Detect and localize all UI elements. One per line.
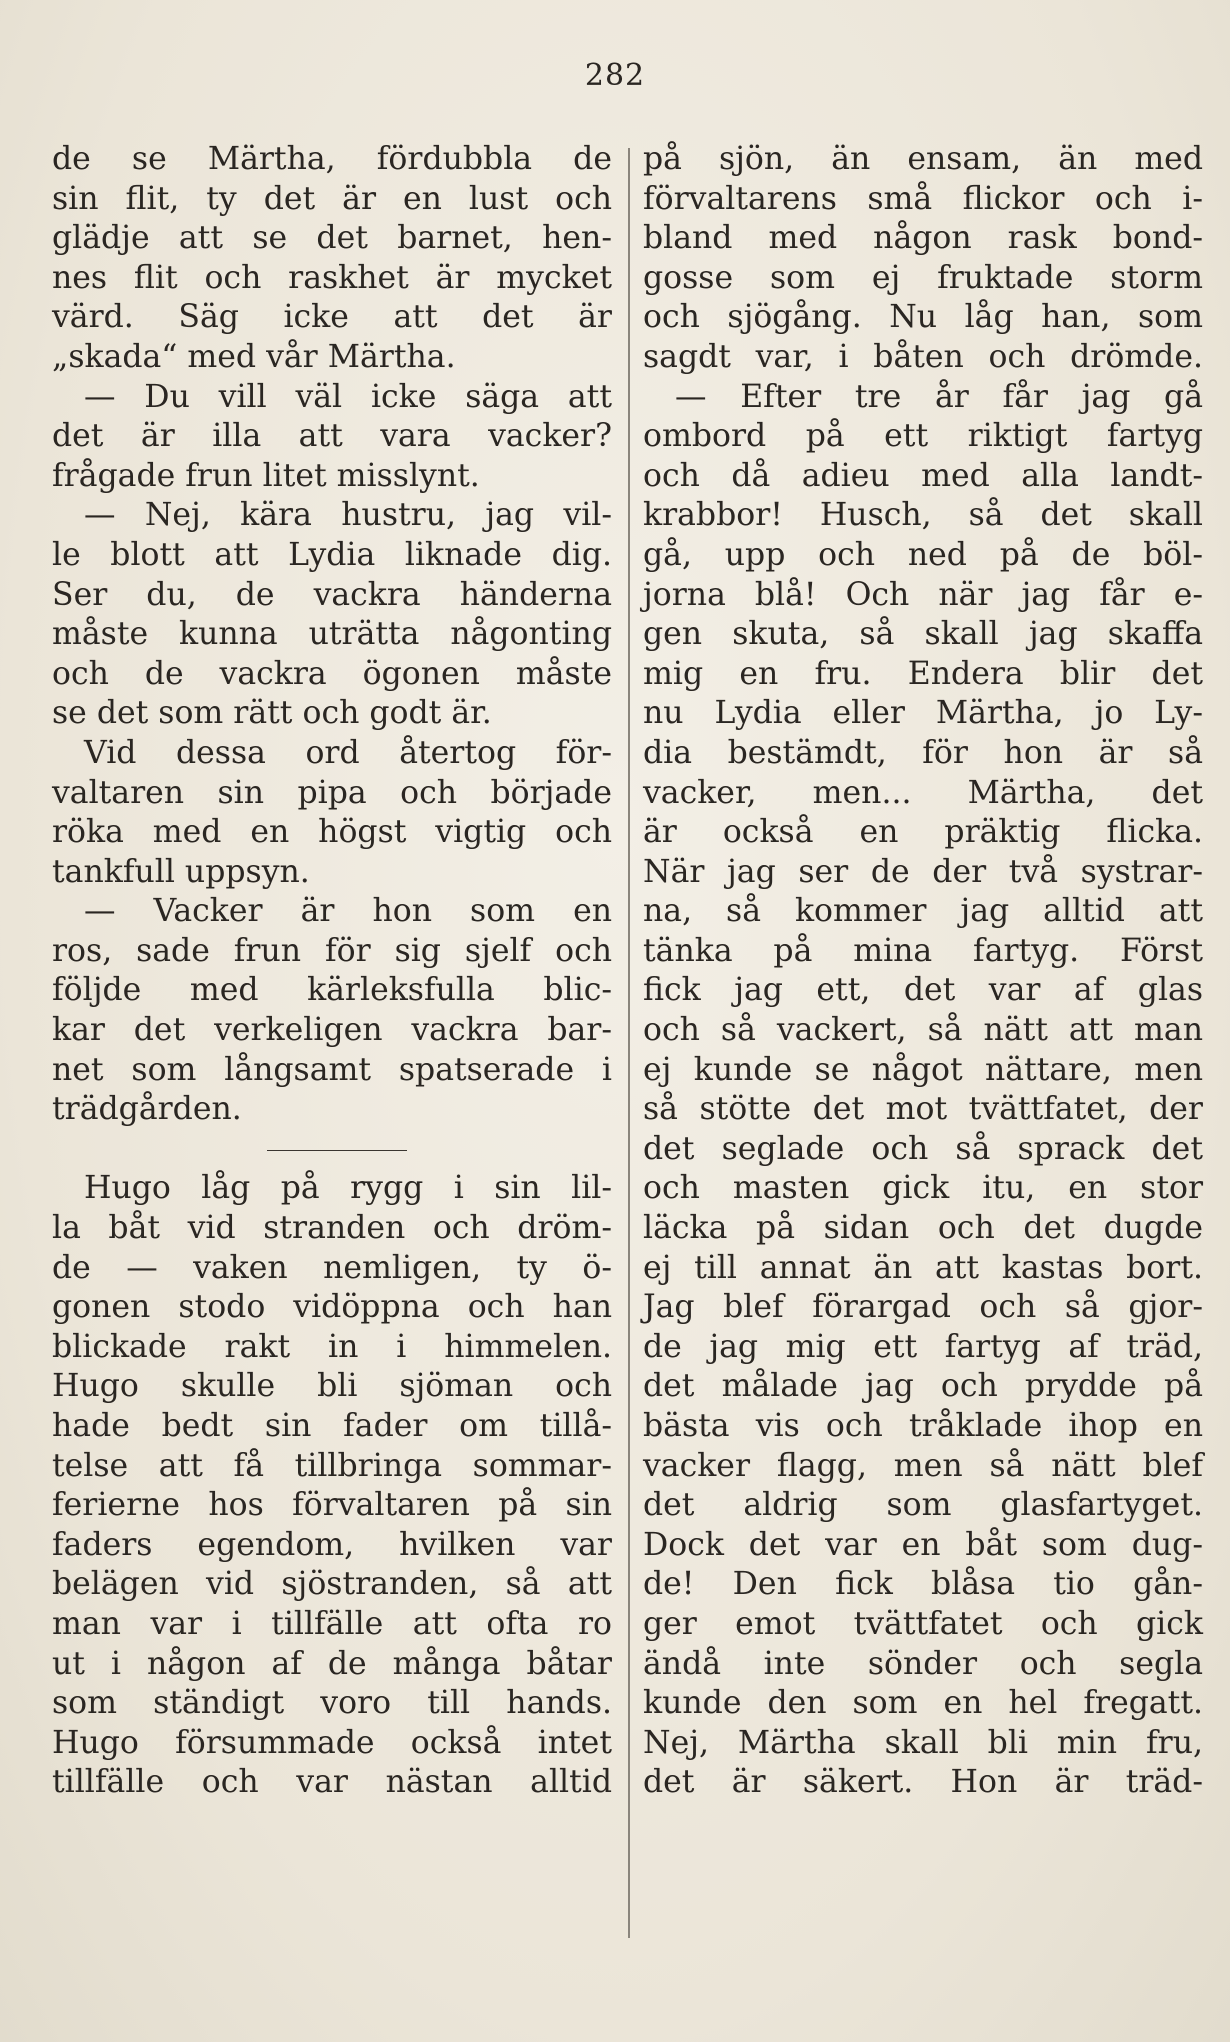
text-line: Nej, Märtha skall bli min fru,	[643, 1724, 1203, 1761]
text-line: ej kunde se något nättare, men	[643, 1051, 1203, 1088]
text-line: nu Lydia eller Märtha, jo Ly-	[643, 695, 1203, 732]
text-line: det målade jag och prydde på	[643, 1368, 1203, 1405]
text-line: vacker, men... Märtha, det	[643, 774, 1203, 811]
text-line: „skada“ med vår Märtha.	[52, 338, 456, 375]
column-divider	[628, 148, 630, 1938]
text-line: valtaren sin pipa och började	[52, 774, 612, 811]
text-line: följde med kärleksfulla blic-	[52, 972, 612, 1009]
text-line: ej till annat än att kastas bort.	[643, 1249, 1203, 1286]
text-line: tillfälle och var nästan alltid	[52, 1764, 612, 1801]
text-line: Hugo skulle bli sjöman och	[52, 1368, 612, 1405]
text-line: förvaltarens små flickor och i-	[643, 180, 1203, 217]
text-line: det är säkert. Hon är träd-	[643, 1764, 1203, 1801]
text-line: belägen vid sjöstranden, så att	[52, 1566, 612, 1603]
text-line: gonen stodo vidöppna och han	[52, 1289, 612, 1326]
text-line: måste kunna uträtta någonting	[52, 616, 612, 653]
text-line: tankfull uppsyn.	[52, 853, 310, 890]
text-line: det seglade och så sprack det	[643, 1130, 1203, 1167]
text-line: ferierne hos förvaltaren på sin	[52, 1487, 612, 1524]
text-line: kunde den som en hel fregatt.	[643, 1685, 1203, 1722]
text-line: — Du vill väl icke säga att	[84, 378, 612, 415]
text-line: Jag blef förargad och så gjor-	[643, 1289, 1203, 1326]
text-line: det aldrig som glasfartyget.	[643, 1487, 1203, 1524]
text-line: telse att få tillbringa sommar-	[52, 1447, 612, 1484]
text-line: och sjögång. Nu låg han, som	[643, 299, 1203, 336]
text-line: sin flit, ty det är en lust och	[52, 180, 612, 217]
text-line: dia bestämdt, för hon är så	[643, 734, 1203, 771]
text-line: och så vackert, så nätt att man	[643, 1012, 1203, 1049]
text-line: — Nej, kära hustru, jag vil-	[84, 497, 612, 534]
text-line: det är illa att vara vacker?	[52, 418, 612, 455]
text-line: — Efter tre år får jag gå	[675, 378, 1203, 415]
text-line: trädgården.	[52, 1091, 242, 1128]
text-line: hade bedt sin fader om tillå-	[52, 1408, 612, 1444]
text-line: bästa vis och tråklade ihop en	[643, 1408, 1203, 1444]
left-text-column	[52, 140, 612, 1803]
text-line: man var i tillfälle att ofta ro	[52, 1605, 612, 1642]
text-line: så stötte det mot tvättfatet, der	[643, 1091, 1203, 1128]
text-line: glädje att se det barnet, hen-	[52, 220, 612, 257]
text-line: Dock det var en båt som dug-	[643, 1526, 1203, 1563]
text-line: och då adieu med alla landt-	[643, 457, 1203, 494]
text-line: på sjön, än ensam, än med	[643, 141, 1203, 177]
text-line: När jag ser de der två systrar-	[643, 853, 1203, 890]
text-line: le blott att Lydia liknade dig.	[52, 536, 612, 573]
text-line: blickade rakt in i himmelen.	[52, 1328, 612, 1365]
text-line: gen skuta, så skall jag skaffa	[643, 616, 1203, 653]
text-line: de se Märtha, fördubbla de	[52, 141, 612, 177]
text-line: Ser du, de vackra händerna	[52, 576, 612, 613]
text-line: se det som rätt och godt är.	[52, 695, 492, 732]
text-line: nes flit och raskhet är mycket	[52, 259, 612, 296]
text-line: värd. Säg icke att det är	[52, 299, 612, 336]
text-line: gå, upp och ned på de böl-	[643, 536, 1203, 573]
text-line: krabbor! Husch, så det skall	[643, 497, 1203, 534]
text-line: ut i någon af de många båtar	[52, 1645, 612, 1682]
text-line: de! Den fick blåsa tio gån-	[643, 1566, 1203, 1603]
text-line: Hugo försummade också intet	[52, 1724, 612, 1761]
text-line: som ständigt voro till hands.	[52, 1685, 612, 1722]
text-line: Hugo låg på rygg i sin lil-	[84, 1170, 612, 1207]
text-line: frågade frun litet misslynt.	[52, 457, 480, 494]
text-line: ombord på ett riktigt fartyg	[643, 418, 1203, 455]
text-line: jorna blå! Och när jag får e-	[643, 576, 1203, 613]
text-line: net som långsamt spatserade i	[52, 1051, 612, 1088]
text-line: ger emot tvättfatet och gick	[643, 1605, 1203, 1642]
text-line: sagdt var, i båten och drömde.	[643, 338, 1203, 375]
right-text-column	[643, 140, 1203, 1803]
scene-break-rule	[52, 1130, 612, 1170]
text-line: — Vacker är hon som en	[84, 893, 612, 930]
text-line: ros, sade frun för sig sjelf och	[52, 932, 612, 969]
text-line: läcka på sidan och det dugde	[643, 1210, 1203, 1247]
text-line: kar det verkeligen vackra bar-	[52, 1012, 612, 1049]
text-line: röka med en högst vigtig och	[52, 814, 612, 851]
text-line: mig en fru. Endera blir det	[643, 655, 1203, 692]
page-number: 282	[584, 58, 646, 93]
text-line: bland med någon rask bond-	[643, 220, 1203, 257]
text-line: är också en präktig flicka.	[643, 814, 1203, 851]
text-line: ändå inte sönder och segla	[643, 1645, 1203, 1682]
text-line: tänka på mina fartyg. Först	[643, 932, 1203, 969]
text-line: fick jag ett, det var af glas	[643, 972, 1203, 1009]
text-line: Vid dessa ord återtog för-	[84, 734, 612, 771]
text-line: la båt vid stranden och dröm-	[52, 1210, 612, 1247]
text-line: de — vaken nemligen, ty ö-	[52, 1249, 612, 1286]
text-line: vacker flagg, men så nätt blef	[643, 1447, 1203, 1484]
text-line: och de vackra ögonen måste	[52, 655, 612, 692]
text-line: de jag mig ett fartyg af träd,	[643, 1328, 1203, 1365]
text-line: faders egendom, hvilken var	[52, 1526, 612, 1563]
text-line: och masten gick itu, en stor	[643, 1170, 1203, 1207]
text-line: gosse som ej fruktade storm	[643, 259, 1203, 296]
text-line: na, så kommer jag alltid att	[643, 893, 1203, 930]
